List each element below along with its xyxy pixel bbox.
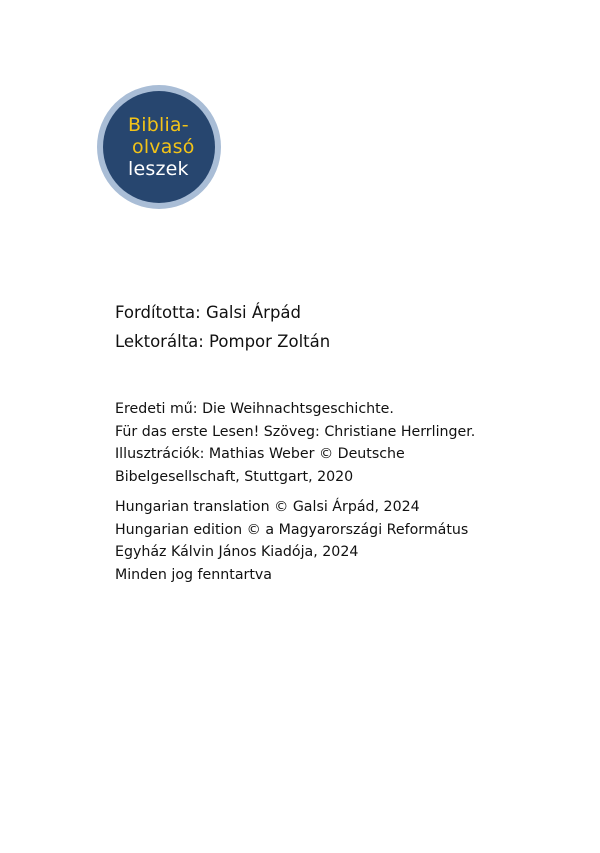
series-logo-badge (97, 85, 221, 209)
series-logo-line-1: Biblia- (128, 114, 189, 136)
original-work-line: Illusztrációk: Mathias Weber © Deutsche (115, 446, 405, 462)
copyright-line: Minden jog fenntartva (115, 566, 272, 583)
copyright-line: Hungarian translation © Galsi Árpád, 2024 (115, 499, 420, 515)
copyright-line: Egyház Kálvin János Kiadója, 2024 (115, 544, 359, 560)
copyright-line: Hungarian edition © a Magyarországi Református (115, 521, 469, 538)
original-work-line: Für das erste Lesen! Szöveg: Christiane Herrlinger. (115, 423, 476, 440)
series-logo-line-3: leszek (128, 158, 189, 180)
series-logo-line-2: olvasó (132, 136, 195, 158)
credits-block (115, 298, 330, 356)
original-work-info (115, 398, 475, 488)
series-logo-circle (103, 91, 215, 203)
original-work-line: Bibelgesellschaft, Stuttgart, 2020 (115, 468, 354, 485)
original-work-line: Eredeti mű: Die Weihnachtsgeschichte. (115, 401, 394, 417)
editor-credit: Lektorálta: Pompor Zoltán (115, 332, 331, 351)
translator-credit: Fordította: Galsi Árpád (115, 303, 302, 322)
copyright-info (115, 496, 468, 586)
